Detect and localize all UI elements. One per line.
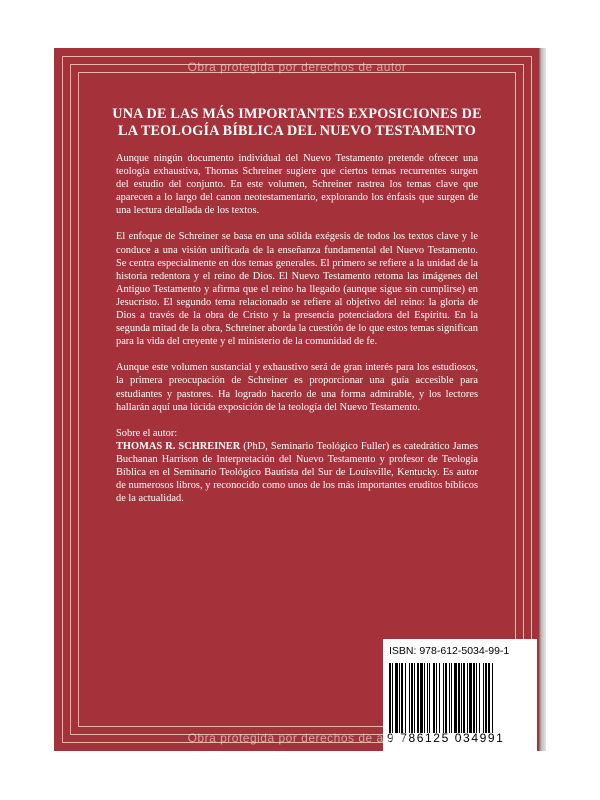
barcode-bar (479, 663, 480, 733)
barcode-bar (449, 663, 450, 733)
barcode-bar (424, 663, 425, 733)
barcode-bar (417, 663, 419, 733)
isbn-label: ISBN: 978-612-5034-99-1 (389, 645, 510, 657)
author-bio: (PhD, Seminario Teológico Fuller) es catedrático James Buchanan Harrison de Interpretación del Nuevo Testamento y profesor de Teología Bíblica en el Seminario Teológico Bautista del Sur de Louisville, Kentucky. Es autor de numerosos libros, y reconocido como unos de los más importantes eruditos bíblicos de la actualidad. (116, 440, 478, 505)
barcode-bar (467, 663, 468, 733)
barcode-bar (389, 663, 391, 733)
paragraph-1: Aunque ningún documento individual del Nuevo Testamento pretende ofrecer una teología exhaustiva, Thomas Schreiner sugiere que ciertos temas recurrentes surgen del estudio del conjunto. En este volumen, Schreiner rastrea los temas clave que aparecen a lo largo del canon neotestamentario, explorando los énfasis que surgen de una lectura detallada de los textos. (116, 153, 478, 217)
barcode-bar (483, 663, 484, 733)
cover-heading (104, 106, 490, 140)
copyright-watermark-bottom: Obra protegida por derechos de autor (187, 731, 407, 745)
back-cover (54, 48, 540, 751)
barcode-bar (439, 663, 440, 733)
barcode-bar (454, 663, 457, 733)
barcode-bar (414, 663, 415, 733)
author-name: THOMAS R. SCHREINER (116, 440, 241, 452)
barcode-bar (473, 663, 475, 733)
barcode-bar (476, 663, 477, 733)
barcode-bar (445, 663, 447, 733)
barcode-bar (485, 663, 487, 733)
barcode-bar (492, 663, 493, 733)
isbn-digits: 9 786125 034991 (387, 731, 505, 745)
barcode-bar (399, 663, 400, 733)
author-bio-block (116, 440, 478, 505)
paragraph-3: Aunque este volumen sustancial y exhaustivo será de gran interés para los estudiosos, la primera preocupación de Schreiner es proporcionar una guía accesible para estudiantes y pastores. Ha logrado hacerlo de una forma admirable, y los lectores hallarán aquí una lúcida exposición de la teología del Nuevo Testamento. (116, 362, 478, 413)
barcode-bar (409, 663, 410, 733)
barcode-bar (392, 663, 393, 733)
barcode-bar (401, 663, 403, 733)
description-text (116, 152, 478, 505)
barcode-bar (463, 663, 465, 733)
barcode-bar (420, 663, 423, 733)
barcode-bar (427, 663, 428, 733)
barcode-bar (436, 663, 437, 733)
heading-line-1: UNA DE LAS MÁS IMPORTANTES EXPOSICIONES DE (112, 106, 482, 122)
barcode-bar (411, 663, 413, 733)
barcode-bar (451, 663, 452, 733)
author-intro: Sobre el autor: (116, 427, 178, 439)
barcode-bar (461, 663, 462, 733)
barcode-bar (395, 663, 398, 733)
barcode-bar (405, 663, 406, 733)
barcode-icon (389, 663, 531, 733)
barcode-bar (433, 663, 435, 733)
barcode-bar (443, 663, 444, 733)
heading-line-2: LA TEOLOGÍA BÍBLICA DEL NUEVO TESTAMENTO (118, 123, 476, 139)
barcode-bar (429, 663, 430, 733)
page-edge (538, 48, 546, 751)
barcode-bar (458, 663, 460, 733)
copyright-watermark-top: Obra protegida por derechos de autor (187, 60, 407, 74)
barcode-bar (469, 663, 472, 733)
paragraph-2: El enfoque de Schreiner se basa en una sólida exégesis de todos los textos clave y le conduce a una visión unificada de la enseñanza fundamental del Nuevo Testamento. Se centra especialmente en dos temas generales. El primero se refiere a la unidad de la historia redentora y el reino de Dios. El Nuevo Testamento retoma las imágenes del Antiguo Testamento y afirma que el reino ha llegado (aunque sigue sin cumplirse) en Jesucristo. El segundo tema relacionado se refiere al objetivo del reino: la gloria de Dios a través de la obra de Cristo y la presencia potenciadora del Espíritu. En la segunda mitad de la obra, Schreiner aborda la cuestión de lo que estos temas significan para la vida del creyente y el ministerio de la comunidad de fe. (116, 231, 478, 348)
barcode-bar (488, 663, 490, 733)
